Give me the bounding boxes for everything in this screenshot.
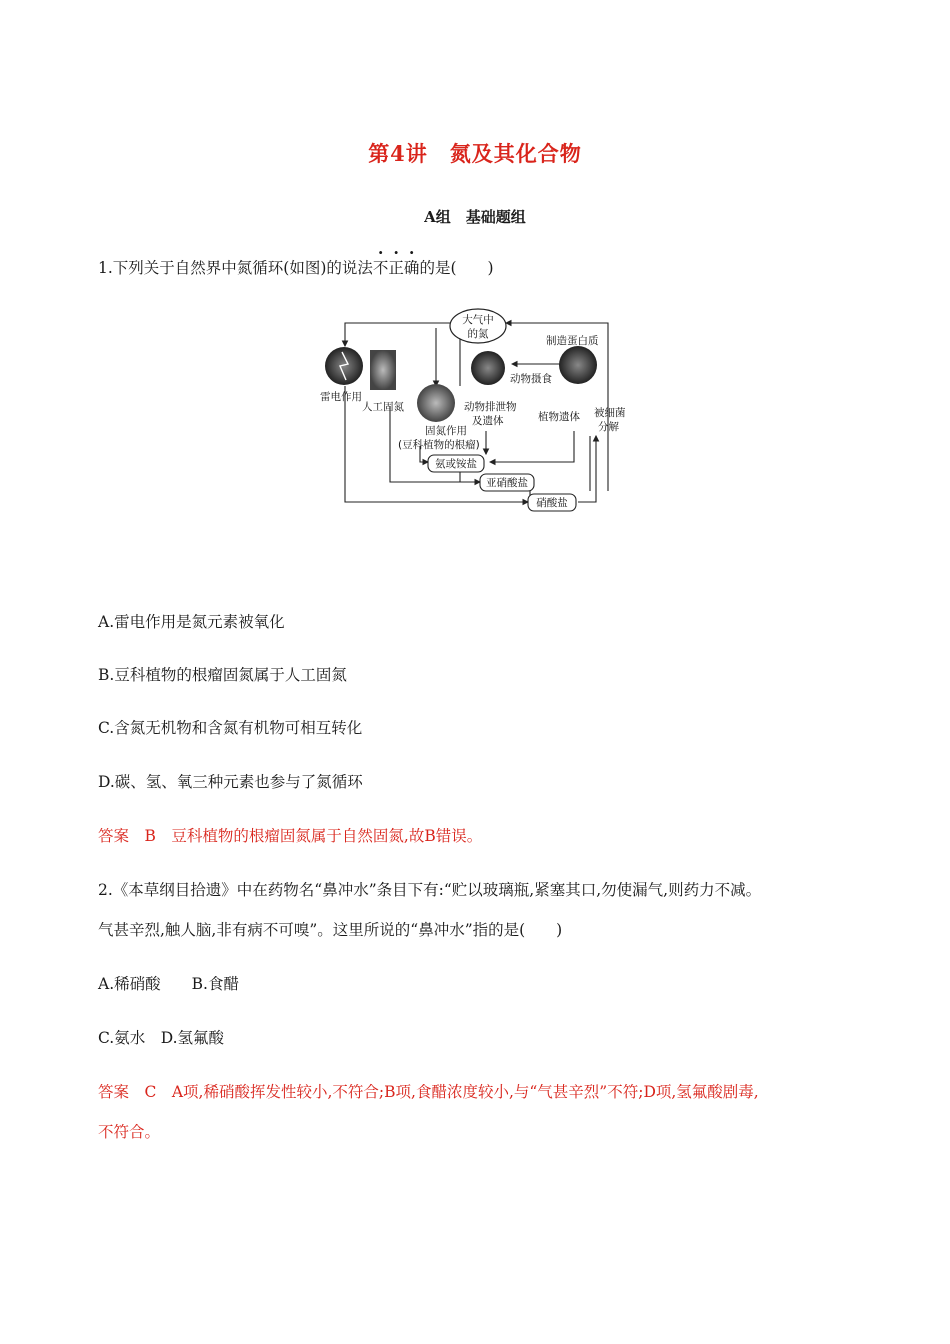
factory-image: [370, 350, 396, 390]
q1-option-c: C.含氮无机物和含氮有机物可相互转化: [98, 719, 363, 737]
q1-option-b: B.豆科植物的根瘤固氮属于人工固氮: [98, 666, 347, 684]
q2-stem-line-1: 2.《本草纲目拾遗》中在药物名“鼻冲水”条目下有:“贮以玻璃瓶,紧塞其口,勿使漏气,则药力不减。: [98, 881, 762, 899]
label-excreta-2: 及遗体: [472, 415, 504, 427]
label-nitrate: 硝酸盐: [536, 497, 568, 509]
lightning-image: [325, 347, 363, 385]
q1-option-d: D.碳、氢、氧三种元素也参与了氮循环: [98, 773, 363, 791]
label-nitrite: 亚硝酸盐: [486, 477, 528, 489]
label-legume: (豆科植物的根瘤): [398, 439, 480, 451]
emph-char: 正: [388, 259, 404, 277]
page-title: 第4讲 氮及其化合物: [368, 141, 582, 166]
nitrogen-cycle-diagram: [320, 306, 626, 516]
question-1-stem: [98, 258, 494, 278]
label-ammonia: 氨或铵盐: [435, 458, 477, 470]
label-atmosphere-2: 的氮: [467, 328, 489, 340]
q2-options-ab: A.稀硝酸 B.食醋: [98, 975, 239, 993]
label-protein: 制造蛋白质: [546, 335, 599, 347]
root-nodule-image: [417, 384, 455, 422]
animals-image: [471, 351, 505, 385]
q2-answer-line-1: 答案 C A项,稀硝酸挥发性较小,不符合;B项,食醋浓度较小,与“气甚辛烈”不符;D项,氢氟酸剧毒,: [98, 1083, 759, 1101]
label-atmosphere-1: 大气中: [462, 314, 494, 326]
label-bacteria-1: 被细菌: [594, 407, 626, 419]
q1-stem-emphasis: [373, 259, 420, 277]
label-bacteria-2: 分解: [598, 421, 619, 433]
q1-option-a: A.雷电作用是氮元素被氧化: [98, 613, 285, 631]
q2-options-cd: C.氨水 D.氢氟酸: [98, 1029, 225, 1047]
label-feeding: 动物摄食: [510, 373, 552, 385]
label-lightning: 雷电作用: [320, 391, 362, 403]
q2-stem-line-2: 气甚辛烈,触人脑,非有病不可嗅”。这里所说的“鼻冲水”指的是( ): [98, 921, 563, 939]
q1-stem-post: 的是( ): [419, 259, 494, 277]
label-plant-remains: 植物遗体: [538, 411, 580, 423]
label-artificial: 人工固氮: [362, 401, 404, 413]
emph-char: 不: [372, 259, 389, 277]
plants-image: [559, 346, 597, 384]
q2-answer-line-2: 不符合。: [98, 1123, 161, 1141]
q1-answer: 答案 B 豆科植物的根瘤固氮属于自然固氮,故B错误。: [98, 827, 483, 845]
section-heading: A组 基础题组: [424, 208, 526, 226]
label-fixation: 固氮作用: [425, 425, 467, 437]
emph-char: 确: [403, 259, 420, 277]
q1-stem-pre: 1.下列关于自然界中氮循环(如图)的说法: [98, 259, 373, 277]
label-excreta-1: 动物排泄物: [464, 401, 517, 413]
